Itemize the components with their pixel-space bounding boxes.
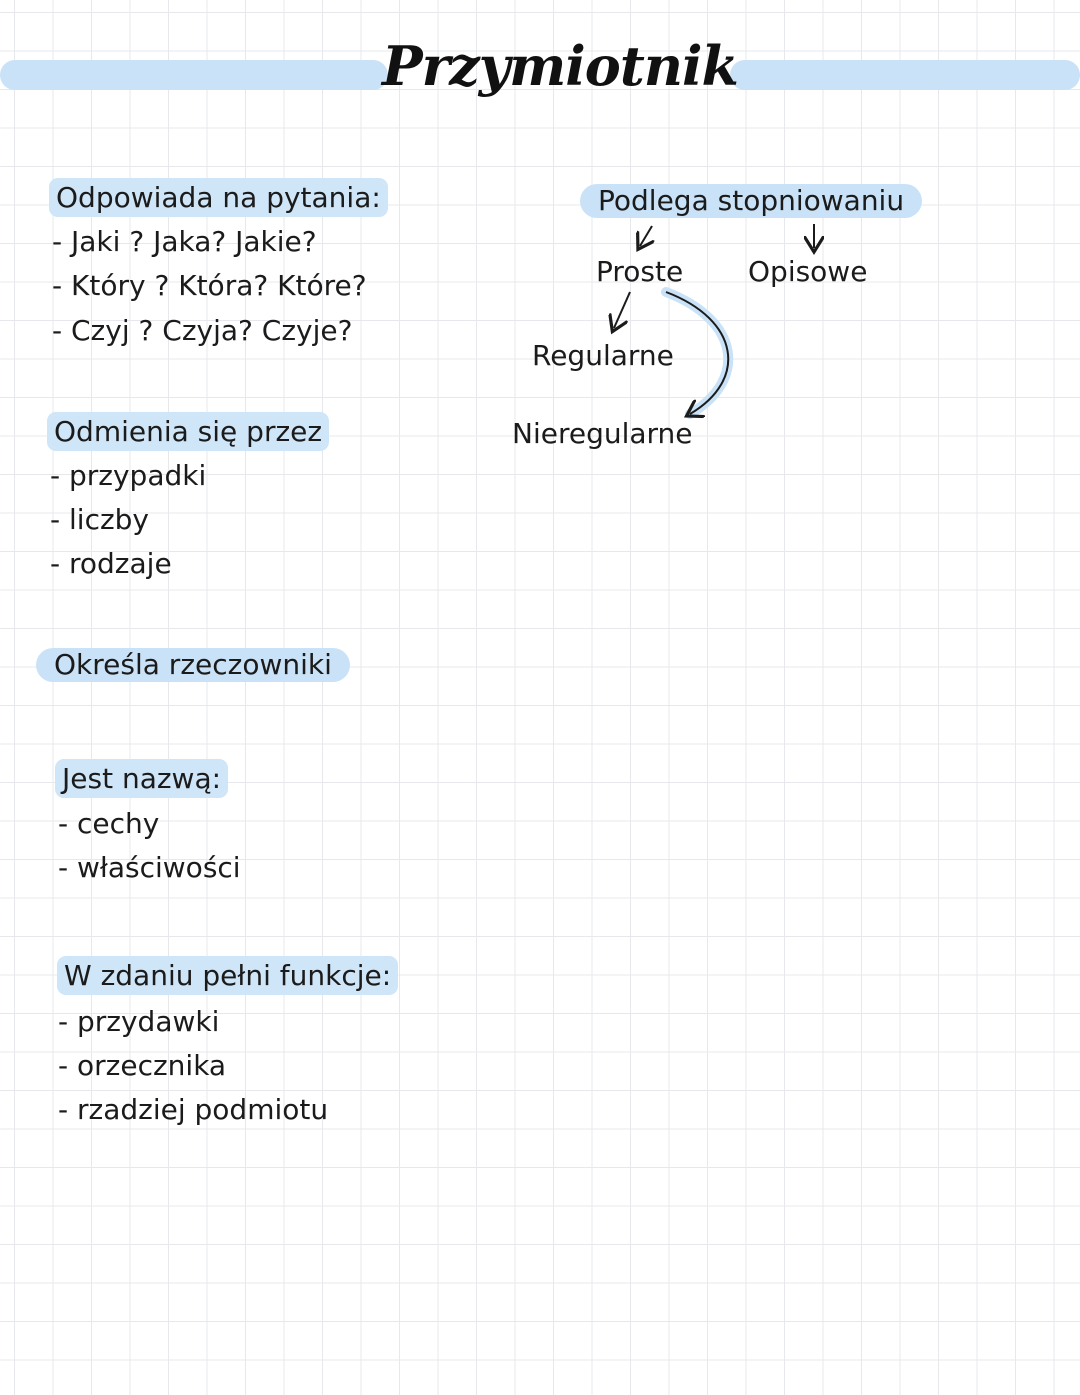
- arrow-to-simple: [640, 226, 652, 246]
- question-item: - Jaki ? Jaka? Jakie?: [52, 225, 317, 258]
- irregular-label: Nieregularne: [512, 417, 693, 450]
- function-item: - rzadziej podmiotu: [58, 1093, 329, 1126]
- comparison-label: Podlega stopniowaniu: [580, 184, 922, 218]
- questions-heading: Odpowiada na pytania:: [52, 180, 385, 216]
- inflection-heading: Odmienia się przez: [50, 414, 326, 450]
- question-item: - Czyj ? Czyja? Czyje?: [52, 314, 353, 347]
- question-item: - Który ? Która? Które?: [52, 269, 367, 302]
- function-heading: W zdaniu pełni funkcje:: [60, 958, 395, 994]
- inflection-item: - przypadki: [50, 459, 207, 492]
- page-title: Przymiotnik: [382, 34, 738, 98]
- function-item: - orzecznika: [58, 1049, 227, 1082]
- name-item: - cechy: [58, 807, 160, 840]
- function-item: - przydawki: [58, 1005, 220, 1038]
- descriptive-label: Opisowe: [748, 255, 868, 288]
- arrow-to-regular: [614, 292, 630, 328]
- name-item: - właściwości: [58, 851, 241, 884]
- curve-highlight: [666, 292, 728, 414]
- modifies-label: Określa rzeczowniki: [36, 648, 350, 682]
- name-heading: Jest nazwą:: [58, 761, 225, 797]
- inflection-item: - rodzaje: [50, 547, 172, 580]
- simple-label: Proste: [596, 255, 684, 288]
- regular-label: Regularne: [532, 339, 674, 372]
- inflection-item: - liczby: [50, 503, 149, 536]
